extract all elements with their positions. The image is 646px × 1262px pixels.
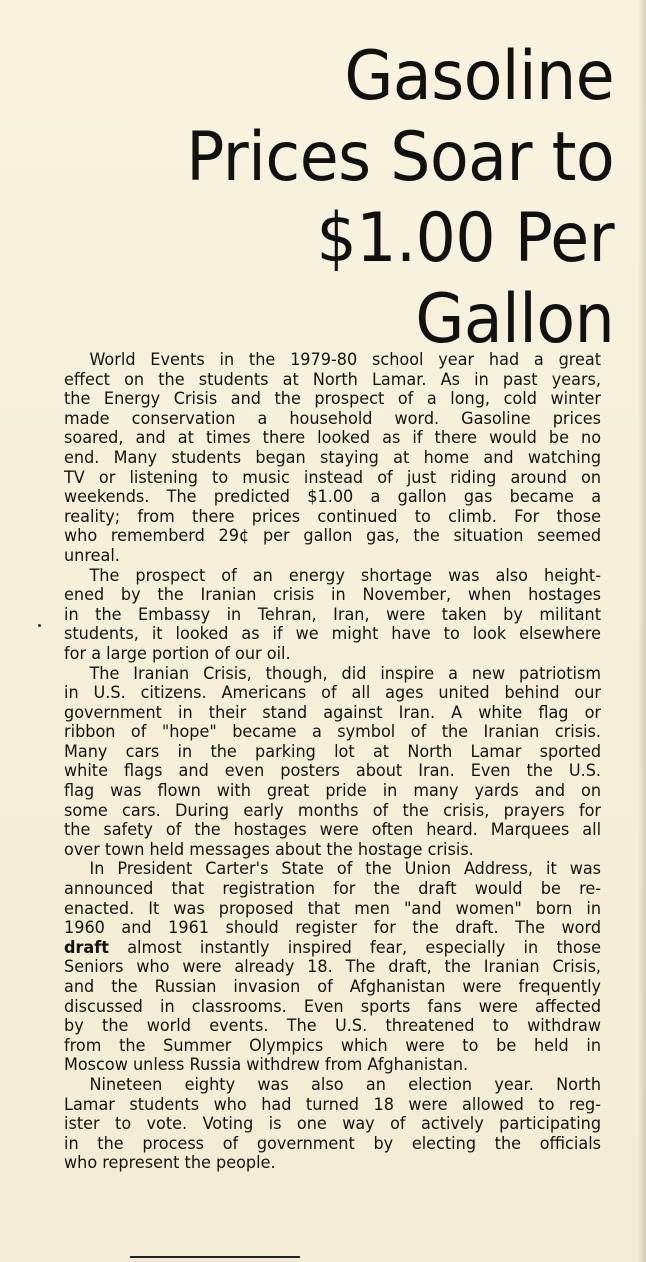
article-line: ribbon of "hope" became a symbol of the Iranian crisis. <box>64 722 602 742</box>
emphasized-word: draft <box>64 937 109 957</box>
article-line: soared, and at times there looked as if there would be no <box>64 428 602 448</box>
article-line: the Energy Crisis and the prospect of a long, cold winter <box>64 389 602 409</box>
article-line: In President Carter's State of the Union Address, it was <box>89 859 602 879</box>
article-line: government in their stand against Iran. A white flag or <box>64 702 602 722</box>
article-line: World Events in the 1979-80 school year had a great <box>89 350 602 369</box>
headline-line: Gallon <box>415 280 614 359</box>
article-line: white flags and even posters about Iran. Even the U.S. <box>64 761 602 781</box>
article-line: flag was flown with great pride in many yards and on <box>64 781 602 801</box>
article-line: in the process of government by electing the officials <box>64 1133 602 1153</box>
article-line: ister to vote. Voting is one way of actively participating <box>64 1114 602 1134</box>
headline-line: $1.00 Per <box>316 199 614 278</box>
article-body <box>64 350 612 1173</box>
article-line: Moscow unless Russia withdrew from Afghanistan. <box>64 1055 469 1075</box>
article-line: for a large portion of our oil. <box>64 643 291 663</box>
article-line: who represent the people. <box>64 1153 276 1173</box>
article-line: The Iranian Crisis, though, did inspire a new patriotism <box>89 663 602 683</box>
print-speck <box>38 624 41 627</box>
article-line: discussed in classrooms. Even sports fans were affected <box>64 996 602 1016</box>
article-line: weekends. The predicted $1.00 a gallon gas became a <box>64 487 602 507</box>
article-line: Nineteen eighty was also an election year. North <box>89 1074 602 1094</box>
article-line: some cars. During early months of the crisis, prayers for <box>64 800 602 820</box>
article-line: effect on the students at North Lamar. As in past years, <box>64 369 602 389</box>
article-line: end. Many students began staying at home and watching <box>64 447 602 467</box>
article-line: Seniors who were already 18. The draft, the Iranian Crisis, <box>64 957 602 977</box>
article-line: the safety of the hostages were often heard. Marquees all <box>64 820 602 840</box>
headline-line: Prices Soar to <box>186 118 614 197</box>
bottom-rule <box>130 1256 300 1258</box>
article-line: reality; from there prices continued to climb. For those <box>64 506 602 526</box>
article-line: in the Embassy in Tehran, Iran, were taken by militant <box>64 604 602 624</box>
article-line: TV or listening to music instead of just riding around on <box>64 467 602 487</box>
page-edge-shadow <box>638 0 646 1262</box>
headline-line: Gasoline <box>344 37 614 116</box>
article-line: from the Summer Olympics which were to be held in <box>64 1035 602 1055</box>
article-line: unreal. <box>64 545 120 565</box>
article-line: enacted. It was proposed that men "and women" born in <box>64 898 602 918</box>
article-line: who rememberd 29¢ per gallon gas, the situation seemed <box>64 526 602 546</box>
article-line: The prospect of an energy shortage was also height- <box>89 565 602 585</box>
article-line: Many cars in the parking lot at North Lamar sported <box>64 741 602 761</box>
article-line: ened by the Iranian crisis in November, when hostages <box>64 585 602 605</box>
article-headline <box>186 36 614 360</box>
article-line: over town held messages about the hostage crisis. <box>64 839 474 859</box>
article-line: made conservation a household word. Gasoline prices <box>64 408 602 428</box>
article-line: students, it looked as if we might have to look elsewhere <box>64 624 602 644</box>
article-line: and the Russian invasion of Afghanistan were frequently <box>64 977 602 996</box>
article-line: draft almost instantly inspired fear, especially in those <box>64 937 602 957</box>
article-line: Lamar students who had turned 18 were allowed to reg- <box>64 1094 602 1114</box>
article-line: announced that registration for the draft would be re- <box>64 879 602 899</box>
article-line: in U.S. citizens. Americans of all ages united behind our <box>64 683 602 703</box>
article-line: by the world events. The U.S. threatened to withdraw <box>64 1016 602 1036</box>
article-line: 1960 and 1961 should register for the draft. The word <box>64 918 602 938</box>
